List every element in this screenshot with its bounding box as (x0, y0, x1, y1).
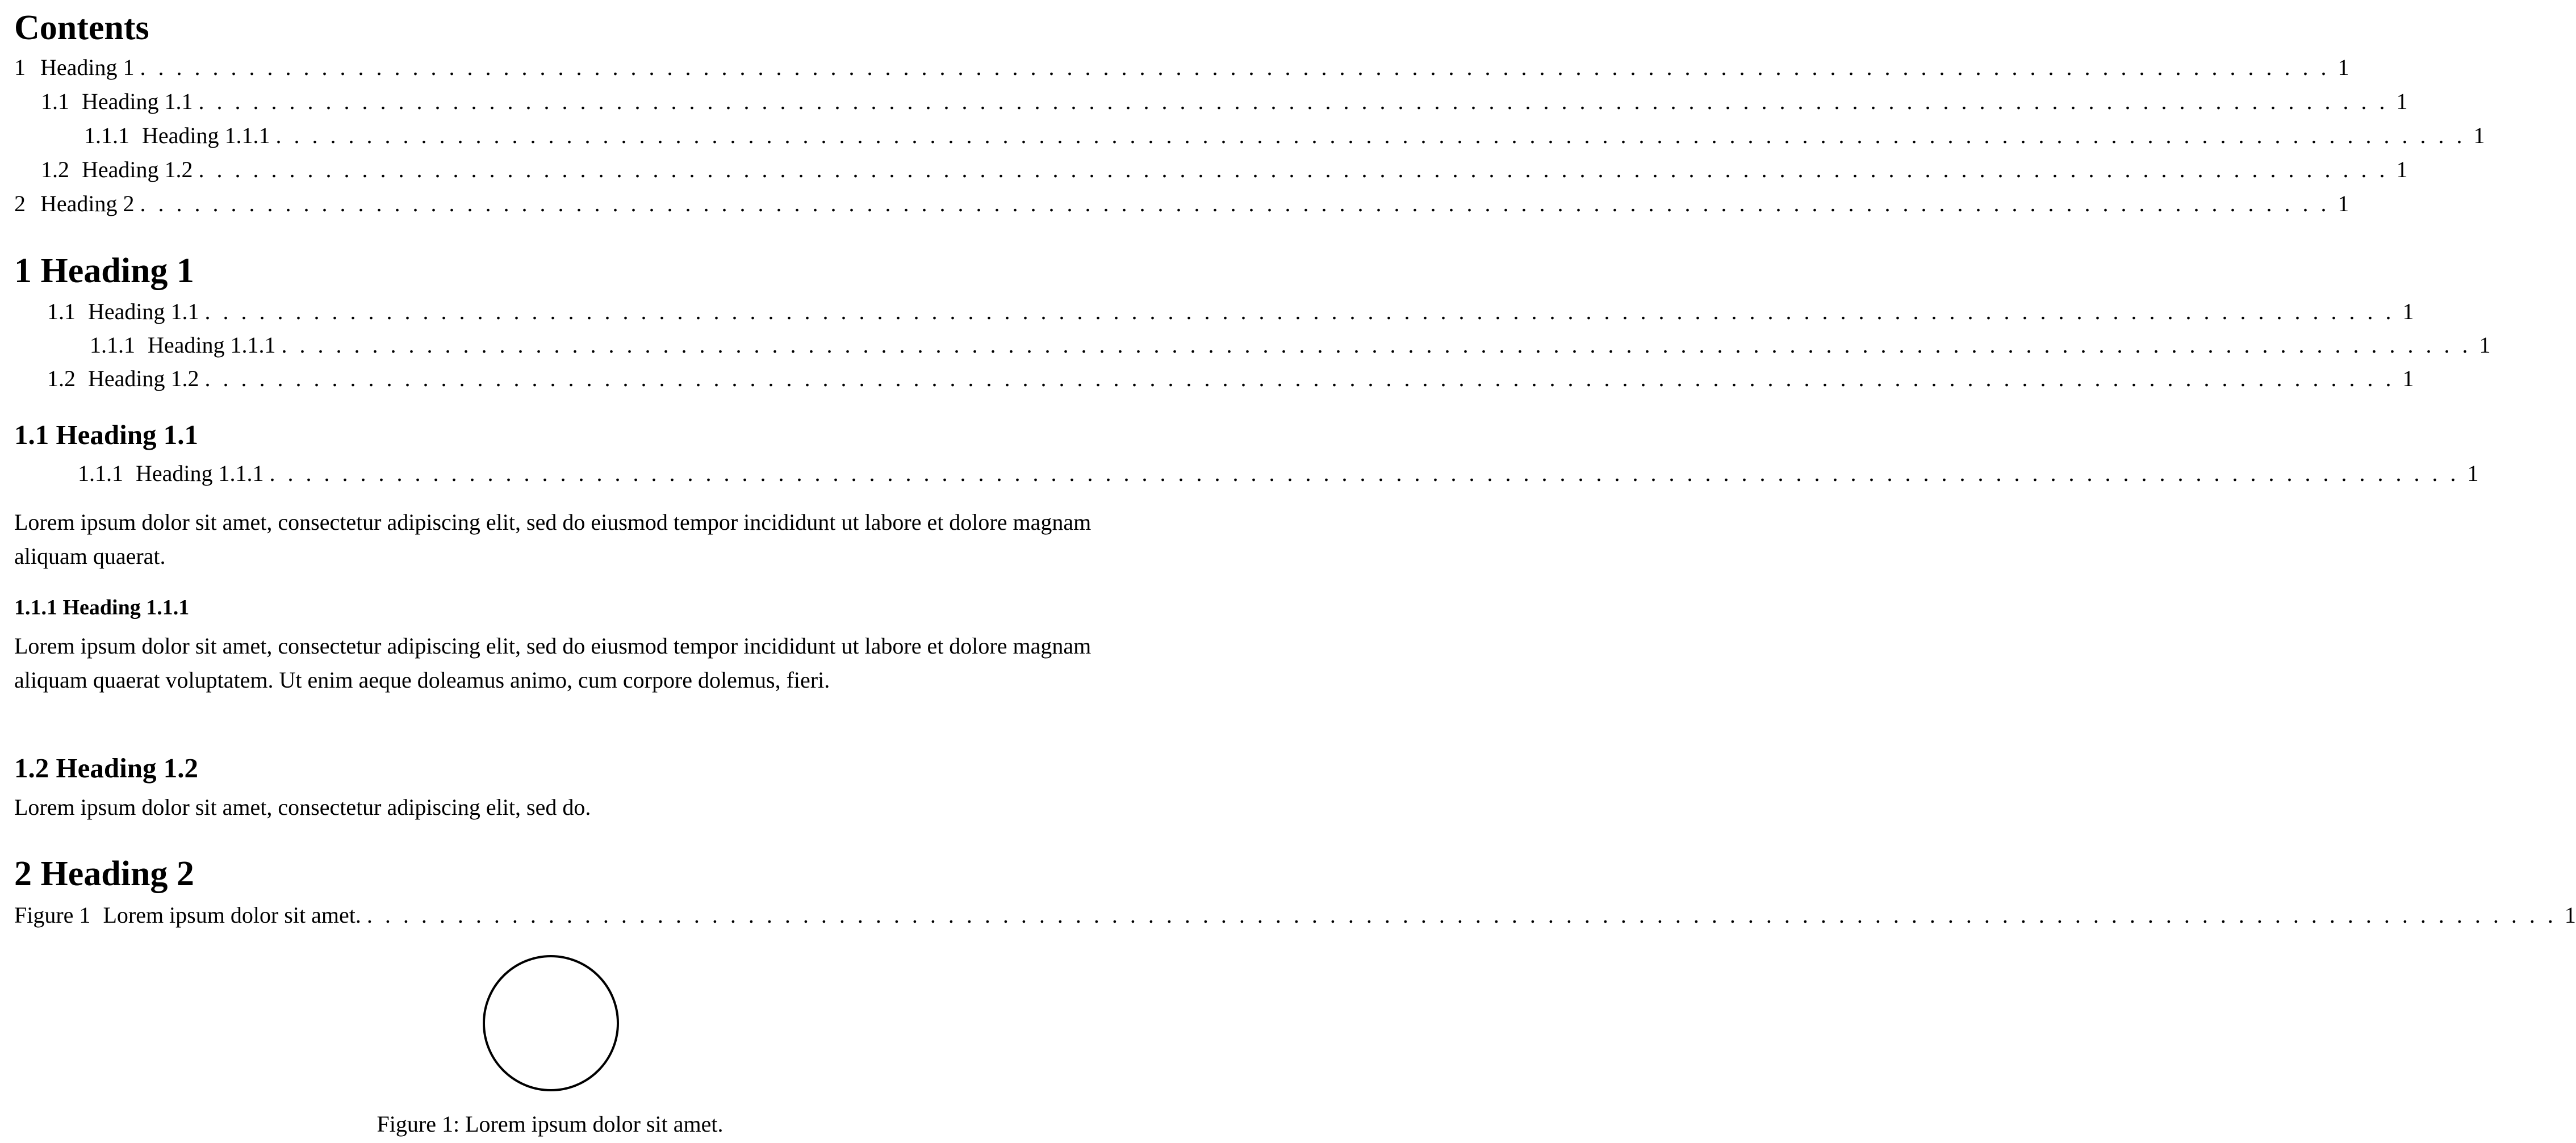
dot-leader: . . . . . . . . . . . . . . . . . . . . . . . . . . . . . . . . . . . . . . . . . . . . . . . . . . . . . . . . . . . . . . . . . . . . . . . . . . . . . . . . . . . . . . . . . . . . . . . . . . . . . . . . . . . . . . . . . . . . . . . . . (204, 366, 2395, 391)
section-1-1-toc-entry-1-1-1[interactable] (78, 458, 2479, 489)
figure-list-entry-1[interactable] (14, 899, 2576, 931)
toc-entry-page: 1 (2467, 460, 2479, 486)
toc-entry-number: 1 (14, 55, 26, 80)
toc-entry-number: 1.2 (41, 157, 69, 182)
toc-entry-title: Heading 1 (40, 55, 135, 80)
toc-entry-title: Heading 2 (40, 191, 135, 216)
section-heading-1-1: 1.1 Heading 1.1 (14, 419, 198, 450)
toc-entry-page: 1 (2396, 89, 2408, 114)
toc-entry-number: 2 (14, 191, 26, 216)
toc-entry-number: 1.1.1 (78, 460, 123, 486)
toc-entry-title: Heading 1.1.1 (148, 332, 276, 358)
toc-entry-number: 1.2 (47, 366, 76, 391)
section-1-toc-entry-1-1-1[interactable] (90, 329, 2491, 361)
figure-caption: Figure 1: Lorem ipsum dolor sit amet. (377, 1111, 724, 1137)
dot-leader: . . . . . . . . . . . . . . . . . . . . . . . . . . . . . . . . . . . . . . . . . . . . . . . . . . . . . . . . . . . . . . . . . . . . . . . . . . . . . . . . . . . . . . . . . . . . . . . . . . . . . . . . . . . . . . . . . . . . . . . . . (275, 123, 2466, 148)
toc-entry-page: 1 (2402, 299, 2414, 324)
toc-entry-1-1-1[interactable] (84, 120, 2485, 152)
toc-entry-page: 1 (2396, 157, 2408, 182)
toc-entry-number: 1.1.1 (90, 332, 135, 358)
section-heading-2: 2 Heading 2 (14, 855, 194, 893)
dot-leader: . . . . . . . . . . . . . . . . . . . . . . . . . . . . . . . . . . . . . . . . . . . . . . . . . . . . . . . . . . . . . . . . . . . . . . . . . . . . . . . . . . . . . . . . . . . . . . . . . . . . . . . . . . . . . . . . . . . . . . . . . (198, 157, 2389, 182)
toc-entry-page: 1 (2473, 123, 2485, 148)
section-1-1-paragraph: Lorem ipsum dolor sit amet, consectetur adipiscing elit, sed do eiusmod tempor incididunt ut labore et dolore magnam aliquam quaerat. (14, 509, 1092, 569)
dot-leader: . . . . . . . . . . . . . . . . . . . . . . . . . . . . . . . . . . . . . . . . . . . . . . . . . . . . . . . . . . . . . . . . . . . . . . . . . . . . . . . . . . . . . . . . . . . . . . . . . . . . . . . . . . . . . . . . . . . . . . . . . (269, 460, 2460, 486)
toc-entry-page: 1 (2402, 366, 2414, 391)
section-1-2-paragraph: Lorem ipsum dolor sit amet, consectetur adipiscing elit, sed do. (14, 794, 591, 820)
section-1-1-1-paragraph: Lorem ipsum dolor sit amet, consectetur adipiscing elit, sed do eiusmod tempor incididunt ut labore et dolore magnam aliquam quaerat voluptatem. Ut enim aeque doleamus animo, cum corpore dolemus, fieri. (14, 633, 1092, 693)
toc-entry-title: Heading 1.2 (88, 366, 199, 391)
dot-leader: . . . . . . . . . . . . . . . . . . . . . . . . . . . . . . . . . . . . . . . . . . . . . . . . . . . . . . . . . . . . . . . . . . . . . . . . . . . . . . . . . . . . . . . . . . . . . . . . . . . . . . . . . . . . . . . . . . . . . . . . . (204, 299, 2395, 324)
dot-leader: . . . . . . . . . . . . . . . . . . . . . . . . . . . . . . . . . . . . . . . . . . . . . . . . . . . . . . . . . . . . . . . . . . . . . . . . . . . . . . . . . . . . . . . . . . . . . . . . . . . . . . . . . . . . . . . . . . . . . . . . . (281, 332, 2472, 358)
section-heading-1-1-1: 1.1.1 Heading 1.1.1 (14, 596, 190, 619)
figure-list-number: Figure 1 (14, 902, 91, 928)
toc-entry-title: Heading 1.2 (82, 157, 193, 182)
section-1-toc-entry-1-1[interactable] (47, 296, 2414, 328)
toc-entry-title: Heading 1.1 (88, 299, 199, 324)
section-heading-1-2: 1.2 Heading 1.2 (14, 752, 198, 784)
section-heading-1: 1 Heading 1 (14, 252, 194, 290)
toc-entry-1[interactable] (14, 52, 2349, 83)
toc-entry-title: Heading 1.1.1 (136, 460, 264, 486)
toc-entry-number: 1.1 (41, 89, 69, 114)
dot-leader: . . . . . . . . . . . . . . . . . . . . . . . . . . . . . . . . . . . . . . . . . . . . . . . . . . . . . . . . . . . . . . . . . . . . . . . . . . . . . . . . . . . . . . . . . . . . . . . . . . . . . . . . . . . . . . . . . . . . . . . . . (366, 902, 2557, 928)
toc-entry-2[interactable] (14, 188, 2349, 220)
section-1-toc-entry-1-2[interactable] (47, 363, 2414, 395)
figure-circle (482, 954, 620, 1092)
toc-entry-number: 1.1 (47, 299, 76, 324)
circle-shape (484, 956, 618, 1090)
toc-entry-1-1[interactable] (41, 86, 2408, 118)
toc-entry-title: Heading 1.1 (82, 89, 193, 114)
dot-leader: . . . . . . . . . . . . . . . . . . . . . . . . . . . . . . . . . . . . . . . . . . . . . . . . . . . . . . . . . . . . . . . . . . . . . . . . . . . . . . . . . . . . . . . . . . . . . . . . . . . . . . . . . . . . . . . . . . . . . . . . . (198, 89, 2389, 114)
toc-entry-number: 1.1.1 (84, 123, 129, 148)
contents-title: Contents (14, 9, 149, 47)
figure-list-page: 1 (2564, 902, 2576, 928)
toc-entry-1-2[interactable] (41, 154, 2408, 186)
toc-entry-title: Heading 1.1.1 (142, 123, 270, 148)
toc-entry-page: 1 (2479, 332, 2491, 358)
dot-leader: . . . . . . . . . . . . . . . . . . . . . . . . . . . . . . . . . . . . . . . . . . . . . . . . . . . . . . . . . . . . . . . . . . . . . . . . . . . . . . . . . . . . . . . . . . . . . . . . . . . . . . . . . . . . . . . . . . . . . . . . . (140, 55, 2330, 80)
toc-entry-page: 1 (2337, 55, 2349, 80)
toc-entry-page: 1 (2337, 191, 2349, 216)
figure-list-title: Lorem ipsum dolor sit amet. (103, 902, 361, 928)
dot-leader: . . . . . . . . . . . . . . . . . . . . . . . . . . . . . . . . . . . . . . . . . . . . . . . . . . . . . . . . . . . . . . . . . . . . . . . . . . . . . . . . . . . . . . . . . . . . . . . . . . . . . . . . . . . . . . . . . . . . . . . . . (140, 191, 2330, 216)
